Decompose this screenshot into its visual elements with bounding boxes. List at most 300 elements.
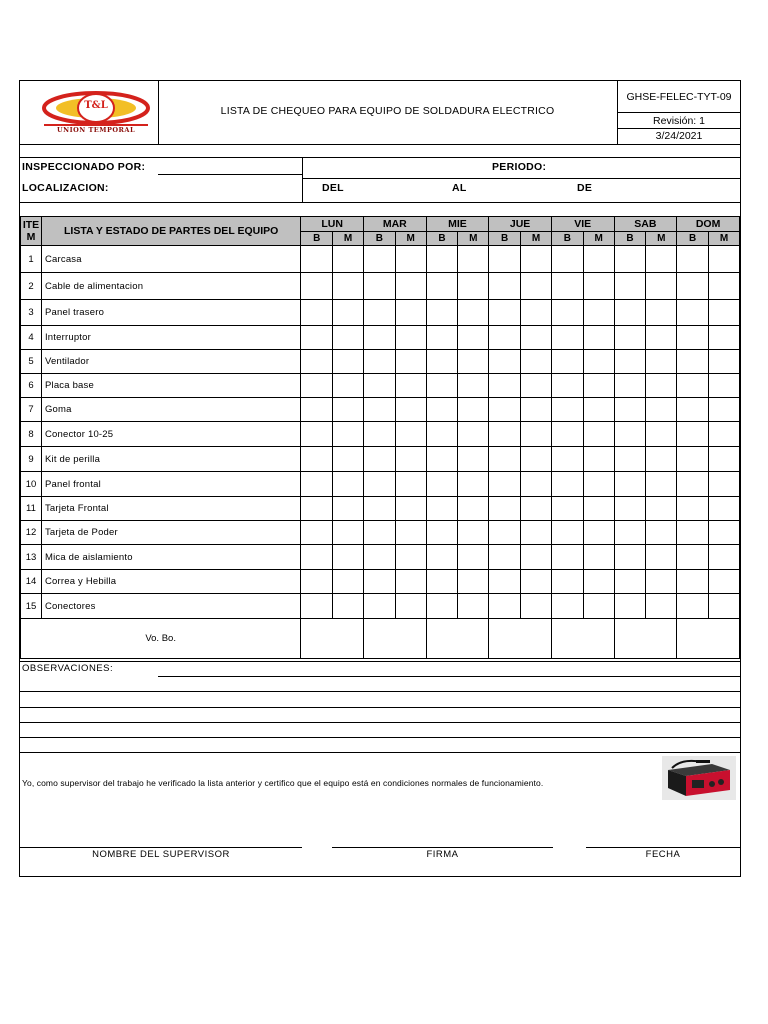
check-cell-sab-bad[interactable] <box>646 422 677 447</box>
check-cell-sab-good[interactable] <box>614 594 646 619</box>
vobo-cell-vie[interactable] <box>551 619 614 659</box>
period-from-label: DEL <box>322 182 344 194</box>
check-cell-vie-bad[interactable] <box>583 246 614 273</box>
check-cell-vie-good[interactable] <box>551 326 583 350</box>
check-cell-dom-bad[interactable] <box>709 273 740 300</box>
item-number: 9 <box>21 447 42 472</box>
observations-line-3[interactable] <box>20 707 740 708</box>
part-name: Conector 10-25 <box>41 422 300 447</box>
check-cell-mie-good[interactable] <box>426 545 458 570</box>
check-cell-mar-bad[interactable] <box>395 246 426 273</box>
check-cell-jue-good[interactable] <box>489 447 521 472</box>
document-title: LISTA DE CHEQUEO PARA EQUIPO DE SOLDADURA ELECTRICO <box>220 105 555 117</box>
check-cell-mar-bad[interactable] <box>395 374 426 398</box>
check-cell-sab-good[interactable] <box>614 521 646 545</box>
check-cell-jue-good[interactable] <box>489 570 521 594</box>
check-cell-lun-bad[interactable] <box>333 570 364 594</box>
check-cell-lun-good[interactable] <box>301 521 333 545</box>
part-name: Tarjeta de Poder <box>41 521 300 545</box>
date-line[interactable] <box>586 847 740 848</box>
check-cell-jue-bad[interactable] <box>521 545 552 570</box>
check-cell-jue-bad[interactable] <box>521 246 552 273</box>
part-name: Carcasa <box>41 246 300 273</box>
part-name: Tarjeta Frontal <box>41 497 300 521</box>
company-logo <box>40 89 152 137</box>
check-cell-sab-good[interactable] <box>614 300 646 326</box>
check-cell-mar-good[interactable] <box>363 497 395 521</box>
check-cell-dom-bad[interactable] <box>709 326 740 350</box>
table-row <box>21 273 740 300</box>
part-name: Kit de perilla <box>41 447 300 472</box>
check-cell-vie-good[interactable] <box>551 273 583 300</box>
check-cell-mie-good[interactable] <box>426 497 458 521</box>
check-cell-lun-bad[interactable] <box>333 300 364 326</box>
check-cell-dom-bad[interactable] <box>709 300 740 326</box>
table-row <box>21 398 740 422</box>
check-cell-jue-bad[interactable] <box>521 472 552 497</box>
check-cell-mie-good[interactable] <box>426 398 458 422</box>
table-row <box>21 545 740 570</box>
signature-label: FIRMA <box>426 849 459 860</box>
check-cell-mar-bad[interactable] <box>395 422 426 447</box>
check-cell-jue-bad[interactable] <box>521 570 552 594</box>
check-cell-dom-good[interactable] <box>677 246 709 273</box>
table-row <box>21 422 740 447</box>
check-cell-sab-bad[interactable] <box>646 472 677 497</box>
check-cell-vie-bad[interactable] <box>583 521 614 545</box>
check-cell-vie-bad[interactable] <box>583 326 614 350</box>
check-cell-dom-good[interactable] <box>677 398 709 422</box>
day-header-lun: LUN <box>301 217 364 232</box>
check-cell-lun-good[interactable] <box>301 398 333 422</box>
vobo-cell-jue[interactable] <box>489 619 552 659</box>
check-cell-lun-good[interactable] <box>301 545 333 570</box>
check-cell-mar-bad[interactable] <box>395 273 426 300</box>
part-name: Interruptor <box>41 326 300 350</box>
check-cell-dom-bad[interactable] <box>709 545 740 570</box>
good-column-header: B <box>363 232 395 246</box>
good-column-header: B <box>489 232 521 246</box>
inspected-by-line[interactable] <box>158 174 302 175</box>
check-cell-jue-good[interactable] <box>489 422 521 447</box>
check-cell-mie-good[interactable] <box>426 521 458 545</box>
day-header-dom: DOM <box>677 217 740 232</box>
table-row <box>21 521 740 545</box>
check-cell-mie-good[interactable] <box>426 594 458 619</box>
check-cell-vie-bad[interactable] <box>583 300 614 326</box>
item-column-header: ITE M <box>21 217 42 246</box>
check-cell-mie-bad[interactable] <box>458 521 489 545</box>
check-cell-mie-bad[interactable] <box>458 570 489 594</box>
part-name: Panel trasero <box>41 300 300 326</box>
check-cell-sab-bad[interactable] <box>646 326 677 350</box>
check-cell-mar-good[interactable] <box>363 447 395 472</box>
check-cell-mar-good[interactable] <box>363 398 395 422</box>
check-cell-sab-bad[interactable] <box>646 300 677 326</box>
observations-line-1[interactable] <box>158 676 740 677</box>
check-cell-jue-good[interactable] <box>489 472 521 497</box>
check-cell-lun-good[interactable] <box>301 273 333 300</box>
welding-machine-image <box>662 756 736 800</box>
check-cell-vie-bad[interactable] <box>583 350 614 374</box>
item-number: 14 <box>21 570 42 594</box>
check-cell-jue-good[interactable] <box>489 398 521 422</box>
check-cell-mar-bad[interactable] <box>395 326 426 350</box>
check-cell-dom-bad[interactable] <box>709 594 740 619</box>
check-cell-lun-good[interactable] <box>301 472 333 497</box>
check-cell-sab-good[interactable] <box>614 422 646 447</box>
check-cell-lun-bad[interactable] <box>333 422 364 447</box>
check-cell-lun-good[interactable] <box>301 326 333 350</box>
table-row <box>21 570 740 594</box>
check-cell-vie-good[interactable] <box>551 246 583 273</box>
check-cell-sab-bad[interactable] <box>646 447 677 472</box>
bad-column-header: M <box>646 232 677 246</box>
check-cell-mie-good[interactable] <box>426 422 458 447</box>
check-cell-mie-bad[interactable] <box>458 326 489 350</box>
check-cell-mie-good[interactable] <box>426 246 458 273</box>
check-cell-dom-good[interactable] <box>677 273 709 300</box>
check-cell-dom-good[interactable] <box>677 300 709 326</box>
check-cell-lun-bad[interactable] <box>333 497 364 521</box>
check-cell-mie-bad[interactable] <box>458 374 489 398</box>
table-row <box>21 300 740 326</box>
location-label: LOCALIZACION: <box>22 182 109 194</box>
table-row <box>21 374 740 398</box>
vobo-row <box>21 619 740 659</box>
item-number: 1 <box>21 246 42 273</box>
check-cell-jue-bad[interactable] <box>521 447 552 472</box>
check-cell-mie-bad[interactable] <box>458 246 489 273</box>
part-name: Goma <box>41 398 300 422</box>
good-column-header: B <box>551 232 583 246</box>
check-cell-mie-bad[interactable] <box>458 273 489 300</box>
check-cell-mar-bad[interactable] <box>395 350 426 374</box>
check-cell-vie-good[interactable] <box>551 497 583 521</box>
vobo-cell-lun[interactable] <box>301 619 364 659</box>
check-cell-sab-bad[interactable] <box>646 497 677 521</box>
check-cell-mie-good[interactable] <box>426 326 458 350</box>
observations-line-4[interactable] <box>20 722 740 723</box>
check-cell-dom-good[interactable] <box>677 447 709 472</box>
observations-line-2[interactable] <box>20 691 740 692</box>
part-name: Panel frontal <box>41 472 300 497</box>
check-cell-mar-bad[interactable] <box>395 521 426 545</box>
check-cell-lun-good[interactable] <box>301 246 333 273</box>
check-cell-sab-bad[interactable] <box>646 570 677 594</box>
check-cell-mar-bad[interactable] <box>395 594 426 619</box>
period-to-label: AL <box>452 182 467 194</box>
check-cell-vie-bad[interactable] <box>583 398 614 422</box>
check-cell-mie-bad[interactable] <box>458 447 489 472</box>
check-cell-sab-good[interactable] <box>614 497 646 521</box>
check-cell-dom-bad[interactable] <box>709 398 740 422</box>
check-cell-mar-good[interactable] <box>363 300 395 326</box>
bad-column-header: M <box>521 232 552 246</box>
check-cell-jue-good[interactable] <box>489 273 521 300</box>
check-cell-jue-bad[interactable] <box>521 422 552 447</box>
bad-column-header: M <box>709 232 740 246</box>
check-cell-lun-bad[interactable] <box>333 472 364 497</box>
check-cell-mar-bad[interactable] <box>395 497 426 521</box>
check-cell-mie-bad[interactable] <box>458 350 489 374</box>
check-cell-mar-bad[interactable] <box>395 545 426 570</box>
check-cell-sab-good[interactable] <box>614 447 646 472</box>
check-cell-sab-good[interactable] <box>614 398 646 422</box>
part-name: Correa y Hebilla <box>41 570 300 594</box>
table-row <box>21 326 740 350</box>
check-cell-jue-bad[interactable] <box>521 497 552 521</box>
check-cell-dom-good[interactable] <box>677 497 709 521</box>
check-cell-sab-good[interactable] <box>614 350 646 374</box>
check-cell-jue-good[interactable] <box>489 326 521 350</box>
check-cell-mar-bad[interactable] <box>395 472 426 497</box>
bad-column-header: M <box>583 232 614 246</box>
vobo-cell-mie[interactable] <box>426 619 489 659</box>
check-cell-vie-bad[interactable] <box>583 374 614 398</box>
table-row <box>21 497 740 521</box>
check-cell-sab-good[interactable] <box>614 273 646 300</box>
signature-line[interactable] <box>332 847 553 848</box>
document-date: 3/24/2021 <box>655 130 703 142</box>
vobo-cell-mar[interactable] <box>363 619 426 659</box>
check-cell-mie-good[interactable] <box>426 300 458 326</box>
check-cell-mie-good[interactable] <box>426 350 458 374</box>
check-cell-jue-good[interactable] <box>489 545 521 570</box>
part-name: Cable de alimentacion <box>41 273 300 300</box>
check-cell-dom-good[interactable] <box>677 326 709 350</box>
check-cell-lun-bad[interactable] <box>333 545 364 570</box>
day-header-mie: MIE <box>426 217 489 232</box>
check-cell-mie-bad[interactable] <box>458 545 489 570</box>
check-cell-mar-good[interactable] <box>363 521 395 545</box>
check-cell-mar-good[interactable] <box>363 246 395 273</box>
check-cell-lun-good[interactable] <box>301 422 333 447</box>
check-cell-vie-bad[interactable] <box>583 570 614 594</box>
check-cell-jue-good[interactable] <box>489 374 521 398</box>
check-cell-dom-bad[interactable] <box>709 374 740 398</box>
check-cell-sab-good[interactable] <box>614 545 646 570</box>
check-cell-mie-bad[interactable] <box>458 472 489 497</box>
check-cell-lun-bad[interactable] <box>333 326 364 350</box>
check-cell-jue-good[interactable] <box>489 246 521 273</box>
check-cell-mar-good[interactable] <box>363 545 395 570</box>
bad-column-header: M <box>458 232 489 246</box>
check-cell-lun-good[interactable] <box>301 374 333 398</box>
check-cell-dom-good[interactable] <box>677 374 709 398</box>
day-header-sab: SAB <box>614 217 677 232</box>
check-cell-mar-good[interactable] <box>363 422 395 447</box>
check-cell-lun-good[interactable] <box>301 300 333 326</box>
check-cell-jue-bad[interactable] <box>521 273 552 300</box>
check-cell-dom-bad[interactable] <box>709 350 740 374</box>
check-cell-dom-good[interactable] <box>677 472 709 497</box>
check-cell-vie-good[interactable] <box>551 545 583 570</box>
check-cell-lun-good[interactable] <box>301 350 333 374</box>
period-of-label: DE <box>577 182 593 194</box>
part-name: Mica de aislamiento <box>41 545 300 570</box>
check-cell-dom-good[interactable] <box>677 422 709 447</box>
check-cell-lun-bad[interactable] <box>333 374 364 398</box>
check-cell-sab-good[interactable] <box>614 246 646 273</box>
check-cell-mie-bad[interactable] <box>458 497 489 521</box>
check-cell-sab-bad[interactable] <box>646 374 677 398</box>
check-cell-vie-bad[interactable] <box>583 472 614 497</box>
check-cell-dom-bad[interactable] <box>709 422 740 447</box>
vobo-cell-dom[interactable] <box>677 619 740 659</box>
observations-line-5[interactable] <box>20 737 740 738</box>
check-cell-jue-bad[interactable] <box>521 374 552 398</box>
check-cell-sab-good[interactable] <box>614 326 646 350</box>
check-cell-mar-good[interactable] <box>363 326 395 350</box>
good-column-header: B <box>614 232 646 246</box>
check-cell-mie-good[interactable] <box>426 374 458 398</box>
check-cell-lun-good[interactable] <box>301 447 333 472</box>
check-cell-jue-good[interactable] <box>489 521 521 545</box>
supervisor-certification-text: Yo, como supervisor del trabajo he verificado la lista anterior y certifico que el equipo está en condiciones normales de funcionamiento. <box>22 778 544 788</box>
check-cell-vie-good[interactable] <box>551 374 583 398</box>
check-cell-jue-good[interactable] <box>489 497 521 521</box>
check-cell-sab-bad[interactable] <box>646 521 677 545</box>
check-cell-vie-good[interactable] <box>551 300 583 326</box>
check-cell-dom-bad[interactable] <box>709 472 740 497</box>
check-cell-vie-good[interactable] <box>551 570 583 594</box>
check-cell-lun-good[interactable] <box>301 594 333 619</box>
check-cell-mie-bad[interactable] <box>458 594 489 619</box>
check-cell-jue-good[interactable] <box>489 594 521 619</box>
check-cell-lun-good[interactable] <box>301 570 333 594</box>
revision-number: Revisión: 1 <box>653 115 705 127</box>
check-cell-lun-bad[interactable] <box>333 246 364 273</box>
table-row <box>21 472 740 497</box>
check-cell-vie-bad[interactable] <box>583 447 614 472</box>
check-cell-mie-bad[interactable] <box>458 422 489 447</box>
check-cell-sab-good[interactable] <box>614 374 646 398</box>
check-cell-vie-bad[interactable] <box>583 594 614 619</box>
check-cell-dom-bad[interactable] <box>709 570 740 594</box>
check-cell-lun-bad[interactable] <box>333 273 364 300</box>
check-cell-jue-bad[interactable] <box>521 398 552 422</box>
item-number: 2 <box>21 273 42 300</box>
check-cell-vie-bad[interactable] <box>583 545 614 570</box>
check-cell-sab-bad[interactable] <box>646 398 677 422</box>
check-cell-dom-good[interactable] <box>677 594 709 619</box>
check-cell-sab-bad[interactable] <box>646 246 677 273</box>
bad-column-header: M <box>333 232 364 246</box>
logo-letters: T&L <box>84 100 108 111</box>
table-row <box>21 447 740 472</box>
check-cell-lun-bad[interactable] <box>333 350 364 374</box>
check-cell-dom-good[interactable] <box>677 350 709 374</box>
check-cell-mie-good[interactable] <box>426 447 458 472</box>
check-cell-mie-bad[interactable] <box>458 300 489 326</box>
table-row <box>21 246 740 273</box>
good-column-header: B <box>426 232 458 246</box>
check-cell-dom-good[interactable] <box>677 545 709 570</box>
check-cell-vie-good[interactable] <box>551 398 583 422</box>
check-cell-jue-good[interactable] <box>489 300 521 326</box>
day-header-mar: MAR <box>363 217 426 232</box>
check-cell-dom-bad[interactable] <box>709 497 740 521</box>
check-cell-lun-bad[interactable] <box>333 594 364 619</box>
check-cell-lun-bad[interactable] <box>333 447 364 472</box>
check-cell-mie-good[interactable] <box>426 472 458 497</box>
supervisor-name-line[interactable] <box>20 847 302 848</box>
item-number: 8 <box>21 422 42 447</box>
check-cell-vie-good[interactable] <box>551 594 583 619</box>
check-cell-sab-bad[interactable] <box>646 594 677 619</box>
document-code: GHSE-FELEC-TYT-09 <box>626 91 732 103</box>
check-cell-sab-good[interactable] <box>614 472 646 497</box>
check-cell-vie-good[interactable] <box>551 447 583 472</box>
check-cell-dom-bad[interactable] <box>709 246 740 273</box>
bad-column-header: M <box>395 232 426 246</box>
check-cell-jue-bad[interactable] <box>521 521 552 545</box>
check-cell-jue-bad[interactable] <box>521 300 552 326</box>
check-cell-mar-bad[interactable] <box>395 570 426 594</box>
check-cell-dom-good[interactable] <box>677 521 709 545</box>
check-cell-vie-bad[interactable] <box>583 497 614 521</box>
check-cell-vie-good[interactable] <box>551 350 583 374</box>
check-cell-dom-bad[interactable] <box>709 447 740 472</box>
observations-label: OBSERVACIONES: <box>22 663 114 674</box>
item-number: 11 <box>21 497 42 521</box>
check-cell-sab-bad[interactable] <box>646 545 677 570</box>
check-cell-vie-bad[interactable] <box>583 422 614 447</box>
part-name: Placa base <box>41 374 300 398</box>
check-cell-vie-good[interactable] <box>551 472 583 497</box>
item-number: 10 <box>21 472 42 497</box>
check-cell-sab-bad[interactable] <box>646 350 677 374</box>
check-cell-sab-good[interactable] <box>614 570 646 594</box>
check-cell-jue-bad[interactable] <box>521 594 552 619</box>
check-cell-mar-bad[interactable] <box>395 300 426 326</box>
item-number: 7 <box>21 398 42 422</box>
welder-icon <box>662 756 736 800</box>
part-name: Ventilador <box>41 350 300 374</box>
check-cell-vie-bad[interactable] <box>583 273 614 300</box>
check-cell-vie-good[interactable] <box>551 521 583 545</box>
check-cell-mie-good[interactable] <box>426 273 458 300</box>
check-cell-mie-good[interactable] <box>426 570 458 594</box>
check-cell-vie-good[interactable] <box>551 422 583 447</box>
vobo-cell-sab[interactable] <box>614 619 677 659</box>
check-cell-lun-bad[interactable] <box>333 521 364 545</box>
item-number: 3 <box>21 300 42 326</box>
check-cell-sab-bad[interactable] <box>646 273 677 300</box>
item-number: 6 <box>21 374 42 398</box>
check-cell-jue-good[interactable] <box>489 350 521 374</box>
check-cell-dom-good[interactable] <box>677 570 709 594</box>
check-cell-jue-bad[interactable] <box>521 326 552 350</box>
check-cell-mar-good[interactable] <box>363 374 395 398</box>
check-cell-lun-good[interactable] <box>301 497 333 521</box>
check-cell-mar-bad[interactable] <box>395 447 426 472</box>
check-cell-mar-good[interactable] <box>363 594 395 619</box>
check-cell-mar-good[interactable] <box>363 273 395 300</box>
check-cell-jue-bad[interactable] <box>521 350 552 374</box>
check-cell-mar-bad[interactable] <box>395 398 426 422</box>
item-number: 12 <box>21 521 42 545</box>
check-cell-mar-good[interactable] <box>363 472 395 497</box>
check-cell-mie-bad[interactable] <box>458 398 489 422</box>
check-cell-mar-good[interactable] <box>363 350 395 374</box>
check-cell-mar-good[interactable] <box>363 570 395 594</box>
day-header-jue: JUE <box>489 217 552 232</box>
check-cell-dom-bad[interactable] <box>709 521 740 545</box>
item-number: 5 <box>21 350 42 374</box>
check-cell-lun-bad[interactable] <box>333 398 364 422</box>
